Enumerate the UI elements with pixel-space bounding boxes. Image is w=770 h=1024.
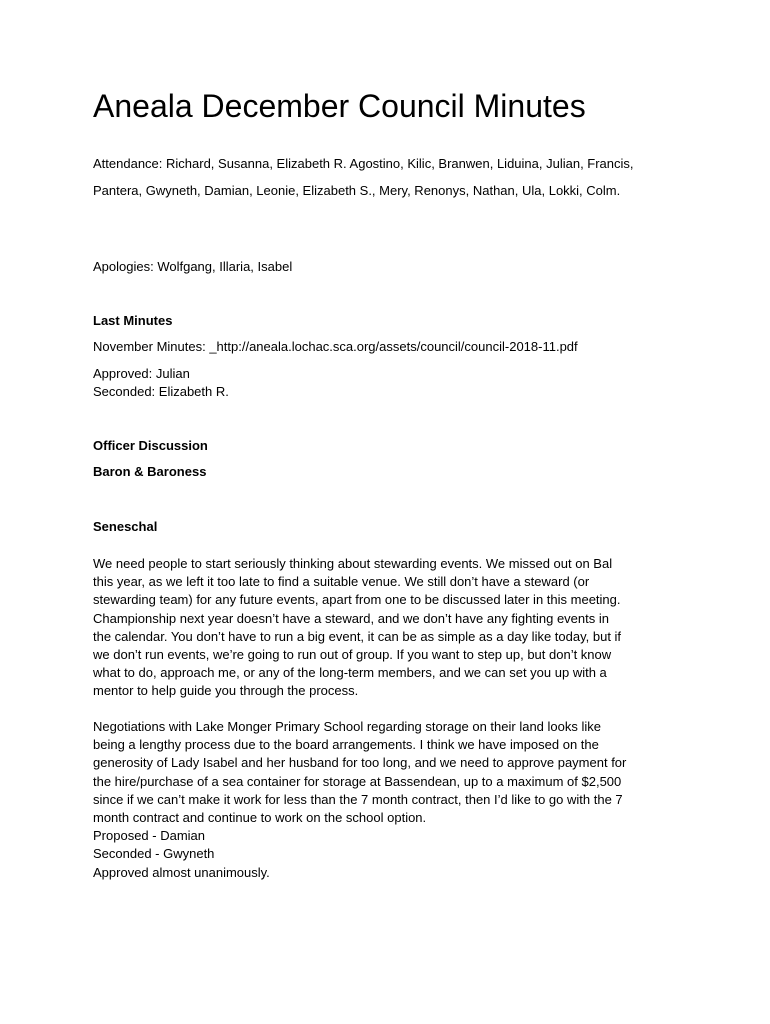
paragraph-line: we don’t run events, we’re going to run out of group. If you want to step up, but don’t know — [93, 647, 612, 663]
paragraph-line: what to do, approach me, or any of the long-term members, and we can set you up with a — [93, 665, 607, 681]
seconded-line: Seconded - Gwyneth — [93, 846, 215, 862]
paragraph-line: mentor to help guide you through the process. — [93, 683, 359, 699]
paragraph-line: Negotiations with Lake Monger Primary School regarding storage on their land looks like — [93, 719, 601, 734]
baron-baroness-heading: Baron & Baroness — [93, 464, 207, 479]
seneschal-paragraph-2 — [93, 718, 683, 882]
seneschal-heading: Seneschal — [93, 519, 158, 534]
paragraph-line: Championship next year doesn’t have a steward, and we don’t have any fighting events in — [93, 610, 609, 626]
approved-text: Approved: Julian — [93, 366, 190, 381]
attendance-text: Attendance: Richard, Susanna, Elizabeth R. Agostino, Kilic, Branwen, Liduina, Julian, Francis, Pantera, Gwyneth, Damian, Leonie, Elizabeth S., Mery, Renonys, Nathan, Ula, Lokki, Colm. — [93, 156, 634, 198]
paragraph-line: this year, as we left it too late to find a suitable venue. We still don’t have a steward (or — [93, 574, 590, 590]
officer-discussion-heading: Officer Discussion — [93, 438, 208, 453]
paragraph-line: being a lengthy process due to the board arrangements. I think we have imposed on the — [93, 737, 599, 753]
seconded-text: Seconded: Elizabeth R. — [93, 384, 229, 399]
paragraph-line: stewarding team) for any future events, apart from one to be discussed later in this meeting. — [93, 592, 621, 608]
proposed-line: Proposed - Damian — [93, 828, 205, 844]
paragraph-line: month contract and continue to work on the school option. — [93, 810, 427, 826]
seneschal-paragraph-1 — [93, 555, 683, 701]
approved-line: Approved almost unanimously. — [93, 864, 270, 880]
apologies-text: Apologies: Wolfgang, Illaria, Isabel — [93, 259, 293, 274]
paragraph-line: the calendar. You don’t have to run a big event, it can be as simple as a day like today, but if — [93, 628, 622, 644]
paragraph-line: the hire/purchase of a sea container for storage at Bassendean, up to a maximum of $2,500 — [93, 773, 622, 789]
paragraph-line: since if we can’t make it work for less than the 7 month contract, then I’d like to go with the 7 — [93, 791, 623, 807]
paragraph-line: We need people to start seriously thinking about stewarding events. We missed out on Bal — [93, 556, 613, 571]
last-minutes-heading: Last Minutes — [93, 313, 173, 328]
document-title: Aneala December Council Minutes — [93, 88, 586, 124]
paragraph-line: generosity of Lady Isabel and her husband for too long, and we need to approve payment for — [93, 755, 627, 771]
november-minutes-link-text: November Minutes: _http://aneala.lochac.sca.org/assets/council/council-2018-11.pdf — [93, 339, 578, 354]
